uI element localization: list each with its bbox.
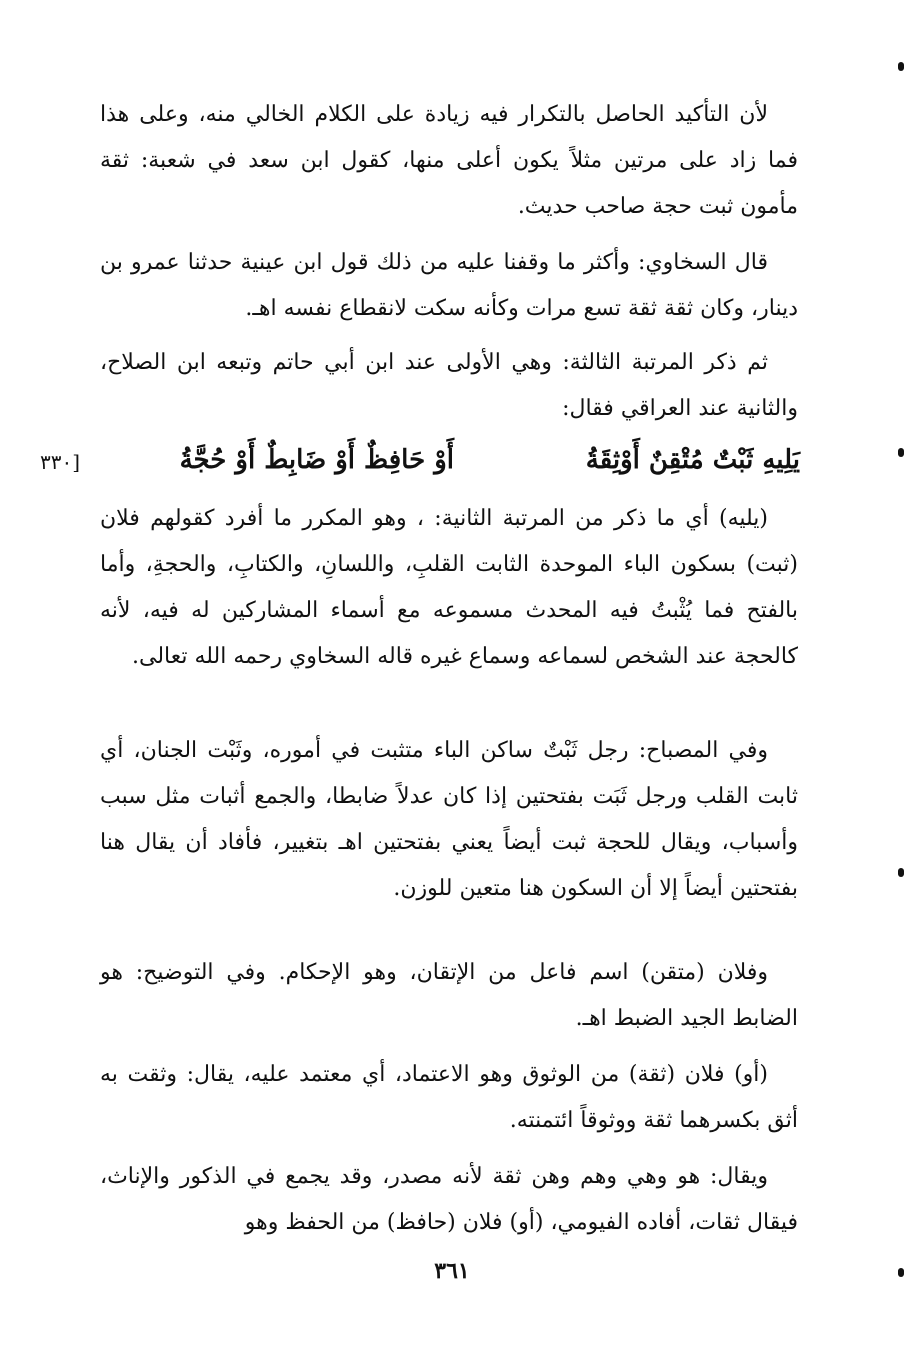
- paragraph-text: ويقال: هو وهي وهم وهن ثقة لأنه مصدر، وقد يجمع في الذكور والإناث، فيقال ثقات، أفاده الفيومي، (أو) فلان (حافظ) من الحفظ وهو: [100, 1164, 798, 1235]
- paragraph-text: (أو) فلان (ثقة) من الوثوق وهو الاعتماد، أي معتمد عليه، يقال: وثقت به أثق بكسرهما ثقة ووثوقاً ائتمنته.: [100, 1062, 798, 1133]
- paragraph-text: وفي المصباح: رجل ثَبْتٌ ساكن الباء متثبت في أموره، وثَبْت الجنان، أي ثابت القلب ورجل ثَبَت بفتحتين إذا كان عدلاً ضابطا، والجمع أثبات مثل سبب وأسباب، ويقال للحجة ثبت أيضاً يعني بفتحتين اهـ بتغيير، فأفاد أن يقال هنا بفتحتين أيضاً إلا أن السكون هنا متعين للوزن.: [100, 738, 798, 901]
- paragraph-mutqin: [100, 950, 798, 1042]
- paragraph-text: وفلان (متقن) اسم فاعل من الإتقان، وهو الإحكام. وفي التوضيح: هو الضابط الجيد الضبط اهـ.: [100, 960, 798, 1031]
- margin-mark: [898, 62, 904, 71]
- paragraph-sakhawi-quote: [100, 240, 798, 332]
- paragraph-thiqa: [100, 1052, 798, 1144]
- verse-line: [40, 436, 800, 484]
- margin-mark: [898, 868, 904, 877]
- page-number: ٣٦١: [434, 1258, 470, 1284]
- paragraph-text: لأن التأكيد الحاصل بالتكرار فيه زيادة على الكلام الخالي منه، وعلى هذا فما زاد على مرتين مثلاً يكون أعلى منها، كقول ابن سعد في شعبة: ثقة مأمون ثبت حجة صاحب حديث.: [100, 102, 798, 219]
- paragraph-emphasis-by-repetition: [100, 92, 798, 230]
- verse-number: [٣٣٠: [40, 450, 81, 474]
- paragraph-text: (يليه) أي ما ذكر من المرتبة الثانية: ، وهو المكرر ما أفرد كقولهم فلان (ثبت) بسكون الباء الموحدة الثابت القلبِ، واللسانِ، والكتابِ، والحجةِ، وأما بالفتح فما يُثْبتُ فيه المحدث مسموعه مع أسماء المشاركين له فيه، لأنه كالحجة عند الشخص لسماعه وسماع غيره قاله السخاوي رحمه الله تعالى.: [100, 506, 798, 669]
- paragraph-text: ثم ذكر المرتبة الثالثة: وهي الأولى عند ابن أبي حاتم وتبعه ابن الصلاح، والثانية عند العراقي فقال:: [100, 350, 798, 421]
- verse-first-hemistich: يَلِيهِ ثَبْتٌ مُتْقِنٌ أَوْثِقَةُ: [585, 445, 800, 475]
- margin-mark: [898, 1268, 904, 1277]
- verse-second-hemistich: أَوْ حَافِظٌ أَوْ ضَابِطٌ أَوْ حُجَّةُ: [179, 445, 454, 475]
- paragraph-hafiz: [100, 1154, 798, 1246]
- paragraph-third-rank: [100, 340, 798, 432]
- paragraph-misbah-quote: [100, 728, 798, 912]
- paragraph-text: قال السخاوي: وأكثر ما وقفنا عليه من ذلك قول ابن عينية حدثنا عمرو بن دينار، وكان ثقة ثقة تسع مرات وكأنه سكت لانقطاع نفسه اهـ.: [100, 250, 798, 321]
- paragraph-thabt-explanation: [100, 496, 798, 680]
- margin-mark: [898, 448, 904, 457]
